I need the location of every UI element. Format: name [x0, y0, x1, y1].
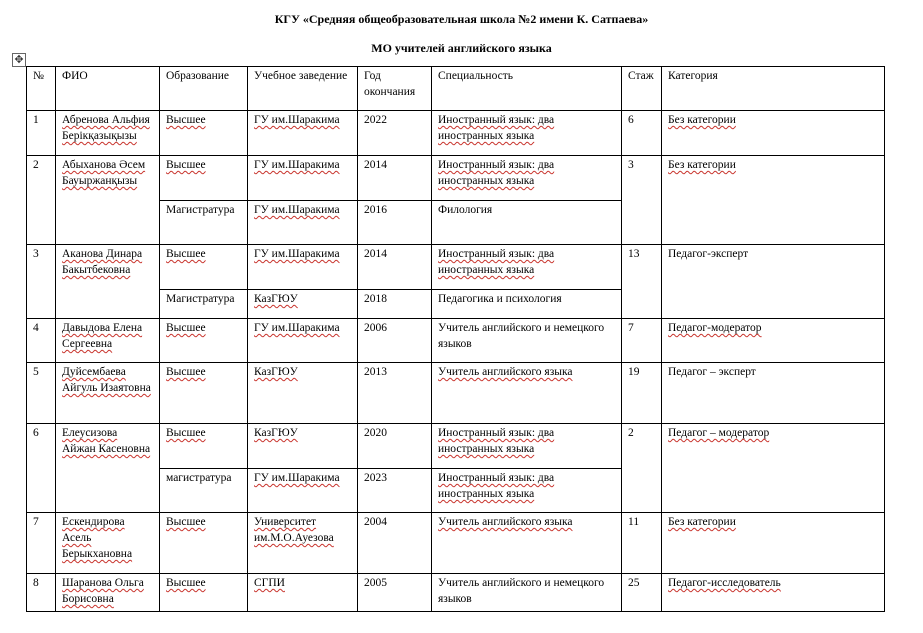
name-text: Давыдова Елена Сергеевна — [62, 322, 143, 350]
cell-specialty — [432, 156, 622, 201]
cell-specialty — [432, 363, 622, 424]
cell-category — [662, 156, 885, 245]
cell-education — [160, 513, 248, 574]
cell-specialty — [432, 424, 622, 469]
cell-institution — [248, 424, 358, 469]
col-header: Стаж — [622, 67, 662, 111]
cell-institution — [248, 469, 358, 513]
col-header: ФИО — [56, 67, 160, 111]
table-row — [27, 156, 885, 201]
cell-name — [56, 319, 160, 363]
cell-specialty — [432, 319, 622, 363]
col-header: Категория — [662, 67, 885, 111]
cell-institution — [248, 156, 358, 201]
name-text: Ескендирова Асель Берыкхановна — [62, 516, 133, 560]
cell-institution — [248, 319, 358, 363]
cell-experience: 13 — [622, 245, 662, 319]
education-text: Высшее — [166, 516, 206, 528]
name-text: Абыханова Әсем Бауыржанқызы — [62, 159, 146, 187]
education-text: магистратура — [166, 472, 232, 484]
education-text: Высшее — [166, 427, 206, 439]
cell-category — [662, 363, 885, 424]
header-row — [27, 67, 885, 111]
cell-education — [160, 156, 248, 201]
category-text: Без категории — [668, 114, 736, 126]
cell-specialty — [432, 513, 622, 574]
name-text: Абренова Альфия Берікқазықызы — [62, 114, 150, 142]
education-text: Высшее — [166, 577, 206, 589]
name-text: Дуйсембаева Айгуль Изаятовна — [62, 366, 151, 394]
cell-name — [56, 424, 160, 513]
table-row — [27, 574, 885, 612]
table-row — [27, 513, 885, 574]
cell-specialty — [432, 469, 622, 513]
cell-name — [56, 513, 160, 574]
cell-institution — [248, 290, 358, 319]
specialty-text: Иностранный язык: два иностранных языка — [438, 159, 555, 187]
cell-education — [160, 245, 248, 290]
cell-experience: 3 — [622, 156, 662, 245]
cell-institution — [248, 363, 358, 424]
cell-number: 4 — [27, 319, 56, 363]
institution-text: ГУ им.Шаракима — [254, 114, 340, 126]
cell-year: 2018 — [358, 290, 432, 319]
cell-year: 2013 — [358, 363, 432, 424]
institution-text: ГУ им.Шаракима — [254, 248, 340, 260]
name-text: Шаранова Ольга Борисовна — [62, 577, 144, 605]
cell-category — [662, 424, 885, 513]
institution-text: ГУ им.Шаракима — [254, 322, 340, 334]
specialty-text: Учитель английского языка — [438, 366, 573, 378]
specialty-text: Филология — [438, 204, 493, 216]
page-subtitle: МО учителей английского языка — [371, 41, 552, 55]
category-text: Педагог – модератор — [668, 427, 770, 439]
education-text: Магистратура — [166, 204, 235, 216]
cell-experience: 7 — [622, 319, 662, 363]
cell-name — [56, 574, 160, 612]
cell-number: 8 — [27, 574, 56, 612]
specialty-text: Учитель английского и немецкого языков — [438, 577, 605, 605]
category-text: Без категории — [668, 516, 736, 528]
cell-year: 2005 — [358, 574, 432, 612]
cell-experience: 6 — [622, 111, 662, 156]
cell-year: 2006 — [358, 319, 432, 363]
cell-name — [56, 156, 160, 245]
cell-education — [160, 574, 248, 612]
cell-category — [662, 319, 885, 363]
col-header: Год окончания — [358, 67, 432, 111]
cell-institution — [248, 574, 358, 612]
specialty-text: Педагогика и психология — [438, 293, 562, 305]
specialty-text: Иностранный язык: два иностранных языка — [438, 248, 555, 276]
institution-text: ГУ им.Шаракима — [254, 159, 340, 171]
institution-text: КазГЮУ — [254, 293, 298, 305]
cell-number: 2 — [27, 156, 56, 245]
cell-experience: 11 — [622, 513, 662, 574]
cell-number: 1 — [27, 111, 56, 156]
cell-institution — [248, 245, 358, 290]
cell-year: 2020 — [358, 424, 432, 469]
specialty-text: Иностранный язык: два иностранных языка — [438, 472, 555, 500]
col-header: Специальность — [432, 67, 622, 111]
category-text: Без категории — [668, 159, 736, 171]
cell-category — [662, 513, 885, 574]
cell-specialty — [432, 245, 622, 290]
cell-year: 2016 — [358, 201, 432, 245]
table-row — [27, 363, 885, 424]
col-header: Учебное заведение — [248, 67, 358, 111]
institution-text: ГУ им.Шаракима — [254, 204, 340, 216]
cell-specialty — [432, 574, 622, 612]
category-text: Педагог-модератор — [668, 322, 762, 334]
category-text: Педагог-эксперт — [668, 248, 749, 260]
cell-year: 2022 — [358, 111, 432, 156]
institution-text: ГУ им.Шаракима — [254, 472, 340, 484]
category-text: Педагог – эксперт — [668, 366, 756, 378]
cell-education — [160, 111, 248, 156]
school-title: КГУ «Средняя общеобразовательная школа №2 имени К. Сатпаева» — [274, 12, 649, 26]
specialty-text: Учитель английского языка — [438, 516, 573, 528]
cell-specialty — [432, 201, 622, 245]
teachers-table-body — [27, 111, 885, 612]
cell-specialty — [432, 111, 622, 156]
category-text: Педагог-исследователь — [668, 577, 781, 589]
cell-name — [56, 363, 160, 424]
institution-text: КазГЮУ — [254, 366, 298, 378]
education-text: Магистратура — [166, 293, 235, 305]
cell-education — [160, 424, 248, 469]
cell-category — [662, 245, 885, 319]
name-text: Елеусизова Айжан Касеновна — [62, 427, 151, 455]
cell-category — [662, 111, 885, 156]
cell-institution — [248, 201, 358, 245]
cell-number: 6 — [27, 424, 56, 513]
institution-text: Университет им.М.О.Ауезова — [254, 516, 334, 544]
cell-number: 3 — [27, 245, 56, 319]
table-row — [27, 245, 885, 290]
cell-year: 2014 — [358, 245, 432, 290]
cell-experience: 19 — [622, 363, 662, 424]
cell-year: 2023 — [358, 469, 432, 513]
table-row — [27, 424, 885, 469]
col-header: Образование — [160, 67, 248, 111]
education-text: Высшее — [166, 159, 206, 171]
institution-text: СГПИ — [254, 577, 285, 589]
education-text: Высшее — [166, 114, 206, 126]
cell-experience: 25 — [622, 574, 662, 612]
education-text: Высшее — [166, 366, 206, 378]
cell-institution — [248, 111, 358, 156]
cell-name — [56, 245, 160, 319]
education-text: Высшее — [166, 322, 206, 334]
cell-education — [160, 319, 248, 363]
table-move-handle-icon[interactable]: ✥ — [12, 53, 26, 67]
education-text: Высшее — [166, 248, 206, 260]
cell-year: 2014 — [358, 156, 432, 201]
table-row — [27, 319, 885, 363]
cell-institution — [248, 513, 358, 574]
teachers-table — [26, 66, 885, 612]
specialty-text: Иностранный язык: два иностранных языка — [438, 114, 555, 142]
cell-number: 5 — [27, 363, 56, 424]
cell-education — [160, 290, 248, 319]
cell-education — [160, 363, 248, 424]
cell-experience: 2 — [622, 424, 662, 513]
col-header: № — [27, 67, 56, 111]
specialty-text: Учитель английского и немецкого языков — [438, 322, 605, 350]
cell-name — [56, 111, 160, 156]
institution-text: КазГЮУ — [254, 427, 298, 439]
specialty-text: Иностранный язык: два иностранных языка — [438, 427, 555, 455]
cell-number: 7 — [27, 513, 56, 574]
name-text: Аканова Динара Бакытбековна — [62, 248, 143, 276]
cell-specialty — [432, 290, 622, 319]
cell-category — [662, 574, 885, 612]
cell-education — [160, 201, 248, 245]
table-row — [27, 111, 885, 156]
cell-education — [160, 469, 248, 513]
cell-year: 2004 — [358, 513, 432, 574]
